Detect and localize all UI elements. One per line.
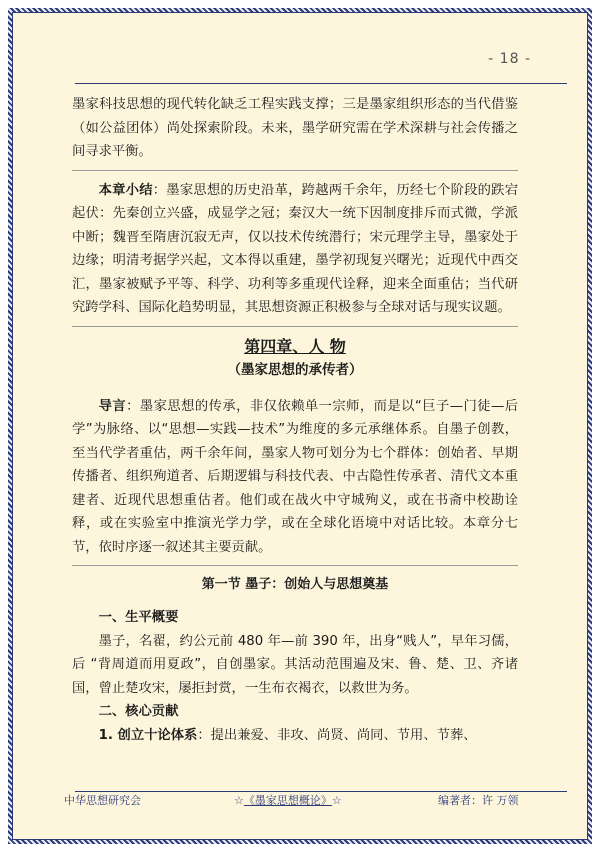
chapter-subtitle: （墨家思想的承传者）	[227, 361, 363, 378]
biography-paragraph: 墨子，名翟，约公元前 480 年—前 390 年，出身“贱人”，早年习儒，后 “背周道而用夏政”，自创墨家。其活动范围遍及宋、鲁、楚、卫、齐诸国，曾止楚攻宋，屡拒封赏，一生布衣褐衣，以救世为务。	[72, 633, 518, 696]
page-number: - 18 -	[488, 51, 531, 67]
contribution-item	[72, 724, 518, 748]
chapter-summary	[72, 179, 518, 320]
intro-label: 导言	[98, 398, 127, 414]
star-icon: ☆	[234, 794, 244, 807]
footer-author: 编著者：许 万领	[438, 794, 519, 807]
contribution-item-text: ：提出兼爱、非攻、尚贤、尚同、节用、节葬、	[197, 727, 477, 743]
header-rule	[75, 83, 567, 84]
section-divider	[72, 326, 518, 327]
chapter-title: 第四章、人 物	[244, 336, 346, 356]
footer-rule	[75, 791, 567, 792]
section-divider	[72, 170, 518, 171]
section-title: 第一节 墨子：创始人与思想奠基	[201, 577, 389, 592]
page-content	[72, 93, 518, 747]
footer-organization: 中华思想研究会	[64, 794, 141, 807]
section-divider	[72, 565, 518, 566]
summary-label: 本章小结	[98, 182, 153, 198]
summary-text: ：墨家思想的历史沿革，跨越两千余年，历经七个阶段的跌宕起伏：先秦创立兴盛，成显学之冠；秦汉大一统下因制度排斥而式微，学派中断；魏晋至隋唐沉寂无声，仅以技术传统潜行；宋元理学主导，墨家处于边缘；明清考据学兴起，文本得以重建，墨学初现复兴曙光；近现代中西交汇，墨家被赋予平等、科学、功利等多重现代诠释，迎来全面重估；当代研究跨学科、国际化趋势明显，其思想资源正积极参与全球对话与现实议题。	[72, 182, 519, 315]
star-icon: ☆	[331, 794, 342, 807]
book-title-link[interactable]: 《墨家思想概论》	[243, 794, 332, 807]
footer-book-title	[234, 794, 342, 808]
paragraph-continuation: 墨家科技思想的现代转化缺乏工程实践支撑；三是墨家组织形态的当代借鉴（如公益团体）尚处探索阶段。未来，墨学研究需在学术深耕与社会传播之间寻求平衡。	[72, 97, 518, 159]
subheading-contributions: 二、核心贡献	[98, 704, 179, 719]
chapter-intro	[72, 395, 518, 560]
subheading-biography: 一、生平概要	[98, 610, 179, 625]
contribution-item-label: 1. 创立十论体系	[98, 727, 198, 743]
intro-text: ：墨家思想的传承，非仅依赖单一宗师，而是以“巨子—门徒—后学”为脉络、以“思想—实践—技术”为维度的多元承继体系。自墨子创教，至当代学者重估，两千余年间，墨家人物可划分为七个群体：创始者、早期传播者、组织殉道者、后期逻辑与科技代表、中古隐性传承者、清代文本重建者、近现代思想重估者。他们或在战火中守城殉义，或在书斋中校勘诠释，或在实验室中推演光学力学，或在全球化语境中对话比较。本章分七节，依时序逐一叙述其主要贡献。	[72, 398, 519, 555]
